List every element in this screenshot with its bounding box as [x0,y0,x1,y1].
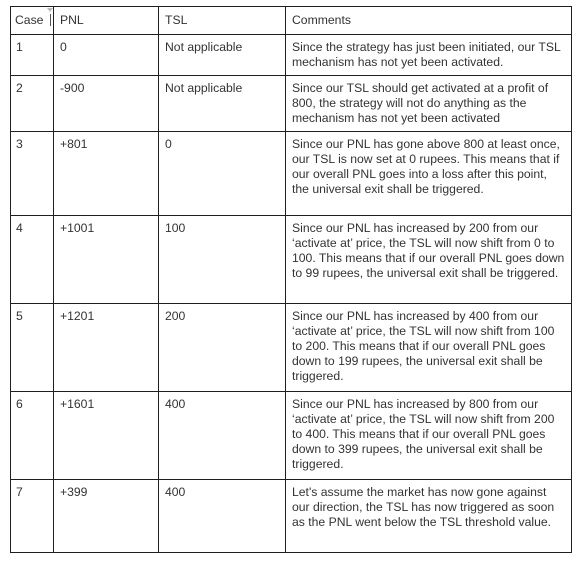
tsl-cell: 0 [159,132,286,216]
comment-cell: Since our PNL has increased by 200 from our ‘activate at’ price, the TSL will now shift from 0 to 100. This means that if our overall PNL goes down to 99 rupees, the universal exit shall be triggered. [286,216,572,304]
table-row [11,216,572,304]
sort-arrow-icon[interactable] [47,8,53,12]
comment-cell: Since our PNL has increased by 800 from our ‘activate at’ price, the TSL will now shift from 200 to 400. This means that if our overall PNL goes down to 399 rupees, the universal exit shall be triggered. [286,392,572,480]
pnl-cell: +1001 [54,216,159,304]
case-cell: 2 [11,76,54,132]
comment-cell: Since our TSL should get activated at a profit of 800, the strategy will not do anything as the mechanism has not yet been activated [286,76,572,132]
table-row [11,35,572,76]
column-header-comments: Comments [286,7,572,35]
case-cell: 1 [11,35,54,76]
pnl-cell: +399 [54,480,159,553]
tsl-cell: Not applicable [159,76,286,132]
tsl-cell: 400 [159,392,286,480]
header-row [11,7,572,35]
case-cell: 7 [11,480,54,553]
pnl-cell: +1601 [54,392,159,480]
tsl-cell: 200 [159,304,286,392]
case-cell: 6 [11,392,54,480]
tsl-cases-table [10,6,572,553]
table-row [11,392,572,480]
column-header-tsl: TSL [159,7,286,35]
comment-cell: Let's assume the market has now gone against our direction, the TSL has now triggered as soon as the PNL went below the TSL threshold value. [286,480,572,553]
pnl-cell: +801 [54,132,159,216]
tsl-cell: 400 [159,480,286,553]
column-header-case[interactable] [11,7,54,35]
case-cell: 3 [11,132,54,216]
tsl-cell: Not applicable [159,35,286,76]
table-row [11,132,572,216]
comment-cell: Since our PNL has increased by 400 from our ‘activate at’ price, the TSL will now shift from 100 to 200. This means that if our overall PNL goes down to 199 rupees, the universal exit shall be triggered. [286,304,572,392]
table-row [11,480,572,553]
table-row [11,304,572,392]
case-cell: 4 [11,216,54,304]
comment-cell: Since our PNL has gone above 800 at least once, our TSL is now set at 0 rupees. This means that if our overall PNL goes into a loss after this point, the universal exit shall be triggered. [286,132,572,216]
tsl-cell: 100 [159,216,286,304]
column-header-case-label: Case [15,13,44,27]
comment-cell: Since the strategy has just been initiated, our TSL mechanism has not yet been activated. [286,35,572,76]
case-cell: 5 [11,304,54,392]
pnl-cell: +1201 [54,304,159,392]
column-header-pnl: PNL [54,7,159,35]
pnl-cell: -900 [54,76,159,132]
pnl-cell: 0 [54,35,159,76]
column-resize-handle[interactable] [50,14,51,26]
table-row [11,76,572,132]
